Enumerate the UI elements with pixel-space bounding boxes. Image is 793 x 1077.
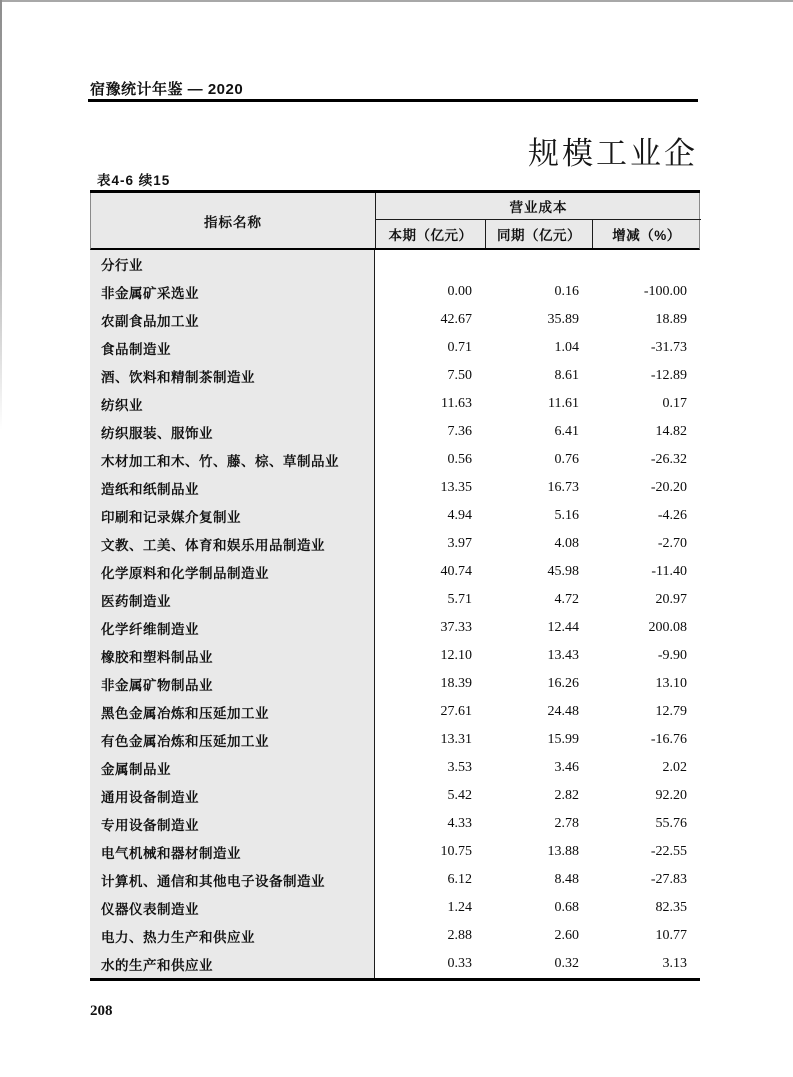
row-value-current: 7.50 <box>447 368 472 383</box>
row-value-change: 200.08 <box>648 620 687 635</box>
row-value-current: 0.00 <box>447 284 472 299</box>
table-body <box>90 250 700 978</box>
row-value-change: -12.89 <box>650 368 687 383</box>
row-value-current: 7.36 <box>447 424 472 439</box>
table-row <box>90 614 700 642</box>
table-row <box>90 866 700 894</box>
row-value-change: 20.97 <box>655 592 687 607</box>
row-value-change: 12.79 <box>655 704 687 719</box>
row-value-prior: 4.72 <box>554 592 579 607</box>
table-row <box>90 642 700 670</box>
row-indicator-name: 仪器仪表制造业 <box>90 894 375 922</box>
row-value-current: 6.12 <box>447 872 472 887</box>
row-indicator-name: 计算机、通信和其他电子设备制造业 <box>90 866 375 894</box>
running-head: 宿豫统计年鉴 — 2020 <box>90 81 244 98</box>
table-row <box>90 726 700 754</box>
sub-header-cell: 同期（亿元） <box>486 220 593 248</box>
row-value-change: -11.40 <box>651 564 687 579</box>
table-row <box>90 950 700 978</box>
row-indicator-name: 印刷和记录媒介复制业 <box>90 502 375 530</box>
sub-header-cell: 本期（亿元） <box>376 220 486 248</box>
row-value-prior: 16.26 <box>547 676 579 691</box>
row-value-change: 2.02 <box>662 760 687 775</box>
table-row <box>90 558 700 586</box>
row-value-prior: 6.41 <box>554 424 579 439</box>
row-value-current: 10.75 <box>440 844 472 859</box>
row-indicator-name: 非金属矿采选业 <box>90 278 375 306</box>
row-indicator-name: 水的生产和供应业 <box>90 950 375 978</box>
row-value-prior: 11.61 <box>548 396 579 411</box>
sub-header-row <box>376 220 701 248</box>
row-indicator-name: 通用设备制造业 <box>90 782 375 810</box>
table-row <box>90 838 700 866</box>
row-indicator-name: 文教、工美、体育和娱乐用品制造业 <box>90 530 375 558</box>
row-indicator-name: 纺织服装、服饰业 <box>90 418 375 446</box>
row-value-prior: 15.99 <box>547 732 579 747</box>
row-value-current: 1.24 <box>447 900 472 915</box>
row-value-current: 0.71 <box>447 340 472 355</box>
row-value-change: 82.35 <box>655 900 687 915</box>
table-row <box>90 306 700 334</box>
page-number: 208 <box>90 1003 113 1019</box>
row-indicator-name: 电力、热力生产和供应业 <box>90 922 375 950</box>
row-indicator-name: 黑色金属冶炼和压延加工业 <box>90 698 375 726</box>
scan-edge-top <box>0 0 793 2</box>
header-rule <box>88 99 698 102</box>
row-value-current: 5.71 <box>447 592 472 607</box>
row-indicator-name: 化学纤维制造业 <box>90 614 375 642</box>
table-row <box>90 362 700 390</box>
table-row <box>90 250 700 278</box>
row-value-current: 13.35 <box>440 480 472 495</box>
row-indicator-name: 电气机械和器材制造业 <box>90 838 375 866</box>
row-indicator-name: 化学原料和化学制品制造业 <box>90 558 375 586</box>
row-value-change: -31.73 <box>650 340 687 355</box>
row-value-current: 13.31 <box>440 732 472 747</box>
table-row <box>90 530 700 558</box>
row-indicator-name: 有色金属冶炼和压延加工业 <box>90 726 375 754</box>
row-value-prior: 8.61 <box>554 368 579 383</box>
row-value-prior: 16.73 <box>547 480 579 495</box>
row-indicator-name: 纺织业 <box>90 390 375 418</box>
row-value-prior: 1.04 <box>554 340 579 355</box>
row-value-prior: 45.98 <box>547 564 579 579</box>
row-value-prior: 3.46 <box>554 760 579 775</box>
row-indicator-name: 木材加工和木、竹、藤、棕、草制品业 <box>90 446 375 474</box>
row-value-prior: 13.88 <box>547 844 579 859</box>
row-value-prior: 2.60 <box>554 928 579 943</box>
row-value-current: 0.33 <box>447 956 472 971</box>
row-value-change: -16.76 <box>650 732 687 747</box>
row-value-change: 13.10 <box>655 676 687 691</box>
row-value-current: 3.97 <box>447 536 472 551</box>
table-row <box>90 474 700 502</box>
row-value-current: 2.88 <box>447 928 472 943</box>
table-row <box>90 810 700 838</box>
table-header-right <box>376 193 701 248</box>
row-value-prior: 35.89 <box>547 312 579 327</box>
row-value-change: -20.20 <box>650 480 687 495</box>
row-value-change <box>592 250 700 278</box>
row-value-prior: 12.44 <box>547 620 579 635</box>
column-header-indicator-name: 指标名称 <box>91 193 376 248</box>
row-value-prior: 0.76 <box>554 452 579 467</box>
row-indicator-name: 农副食品加工业 <box>90 306 375 334</box>
row-indicator-name: 医药制造业 <box>90 586 375 614</box>
row-value-change: 55.76 <box>655 816 687 831</box>
row-value-change: -4.26 <box>657 508 687 523</box>
table-row <box>90 922 700 950</box>
table-row <box>90 418 700 446</box>
row-value-current: 27.61 <box>440 704 472 719</box>
row-value-change: 3.13 <box>662 956 687 971</box>
row-value-prior: 0.16 <box>554 284 579 299</box>
row-value-change: 92.20 <box>655 788 687 803</box>
row-indicator-name: 造纸和纸制品业 <box>90 474 375 502</box>
table-row <box>90 698 700 726</box>
row-indicator-name: 非金属矿物制品业 <box>90 670 375 698</box>
row-value-current: 0.56 <box>447 452 472 467</box>
row-value-current: 40.74 <box>440 564 472 579</box>
table-row <box>90 754 700 782</box>
row-value-change: -9.90 <box>657 648 687 663</box>
row-value-prior <box>485 250 592 278</box>
table-row <box>90 670 700 698</box>
row-value-change: 14.82 <box>655 424 687 439</box>
row-value-change: -27.83 <box>650 872 687 887</box>
column-group-header-operating-cost: 营业成本 <box>376 193 701 220</box>
row-value-current: 42.67 <box>440 312 472 327</box>
row-value-current <box>375 250 485 278</box>
row-value-change: -26.32 <box>650 452 687 467</box>
table-row <box>90 782 700 810</box>
table-row <box>90 502 700 530</box>
row-value-prior: 24.48 <box>547 704 579 719</box>
row-value-current: 5.42 <box>447 788 472 803</box>
statistics-table <box>90 190 700 981</box>
row-value-prior: 2.82 <box>554 788 579 803</box>
table-caption: 表4-6 续15 <box>97 173 171 188</box>
row-value-change: 18.89 <box>655 312 687 327</box>
row-value-prior: 0.68 <box>554 900 579 915</box>
table-header <box>90 193 700 250</box>
table-row <box>90 390 700 418</box>
row-value-change: -100.00 <box>643 284 687 299</box>
row-value-change: -22.55 <box>650 844 687 859</box>
row-indicator-name: 专用设备制造业 <box>90 810 375 838</box>
row-value-prior: 0.32 <box>554 956 579 971</box>
row-indicator-name: 金属制品业 <box>90 754 375 782</box>
row-value-change: -2.70 <box>657 536 687 551</box>
table-row <box>90 278 700 306</box>
row-indicator-name: 酒、饮料和精制茶制造业 <box>90 362 375 390</box>
row-value-current: 4.94 <box>447 508 472 523</box>
sub-header-cell: 增减（%） <box>612 228 681 243</box>
table-row <box>90 334 700 362</box>
page-title: 规模工业企 <box>528 136 698 171</box>
row-value-prior: 5.16 <box>554 508 579 523</box>
row-indicator-name: 分行业 <box>90 250 375 278</box>
row-value-prior: 8.48 <box>554 872 579 887</box>
row-indicator-name: 食品制造业 <box>90 334 375 362</box>
row-indicator-name: 橡胶和塑料制品业 <box>90 642 375 670</box>
row-value-current: 12.10 <box>440 648 472 663</box>
table-row <box>90 446 700 474</box>
row-value-current: 3.53 <box>447 760 472 775</box>
row-value-prior: 4.08 <box>554 536 579 551</box>
scan-edge-left <box>0 0 2 430</box>
row-value-current: 11.63 <box>441 396 472 411</box>
row-value-current: 18.39 <box>440 676 472 691</box>
table-row <box>90 894 700 922</box>
row-value-current: 4.33 <box>447 816 472 831</box>
row-value-change: 10.77 <box>655 928 687 943</box>
row-value-change: 0.17 <box>662 396 687 411</box>
table-row <box>90 586 700 614</box>
row-value-current: 37.33 <box>440 620 472 635</box>
row-value-prior: 13.43 <box>547 648 579 663</box>
row-value-prior: 2.78 <box>554 816 579 831</box>
